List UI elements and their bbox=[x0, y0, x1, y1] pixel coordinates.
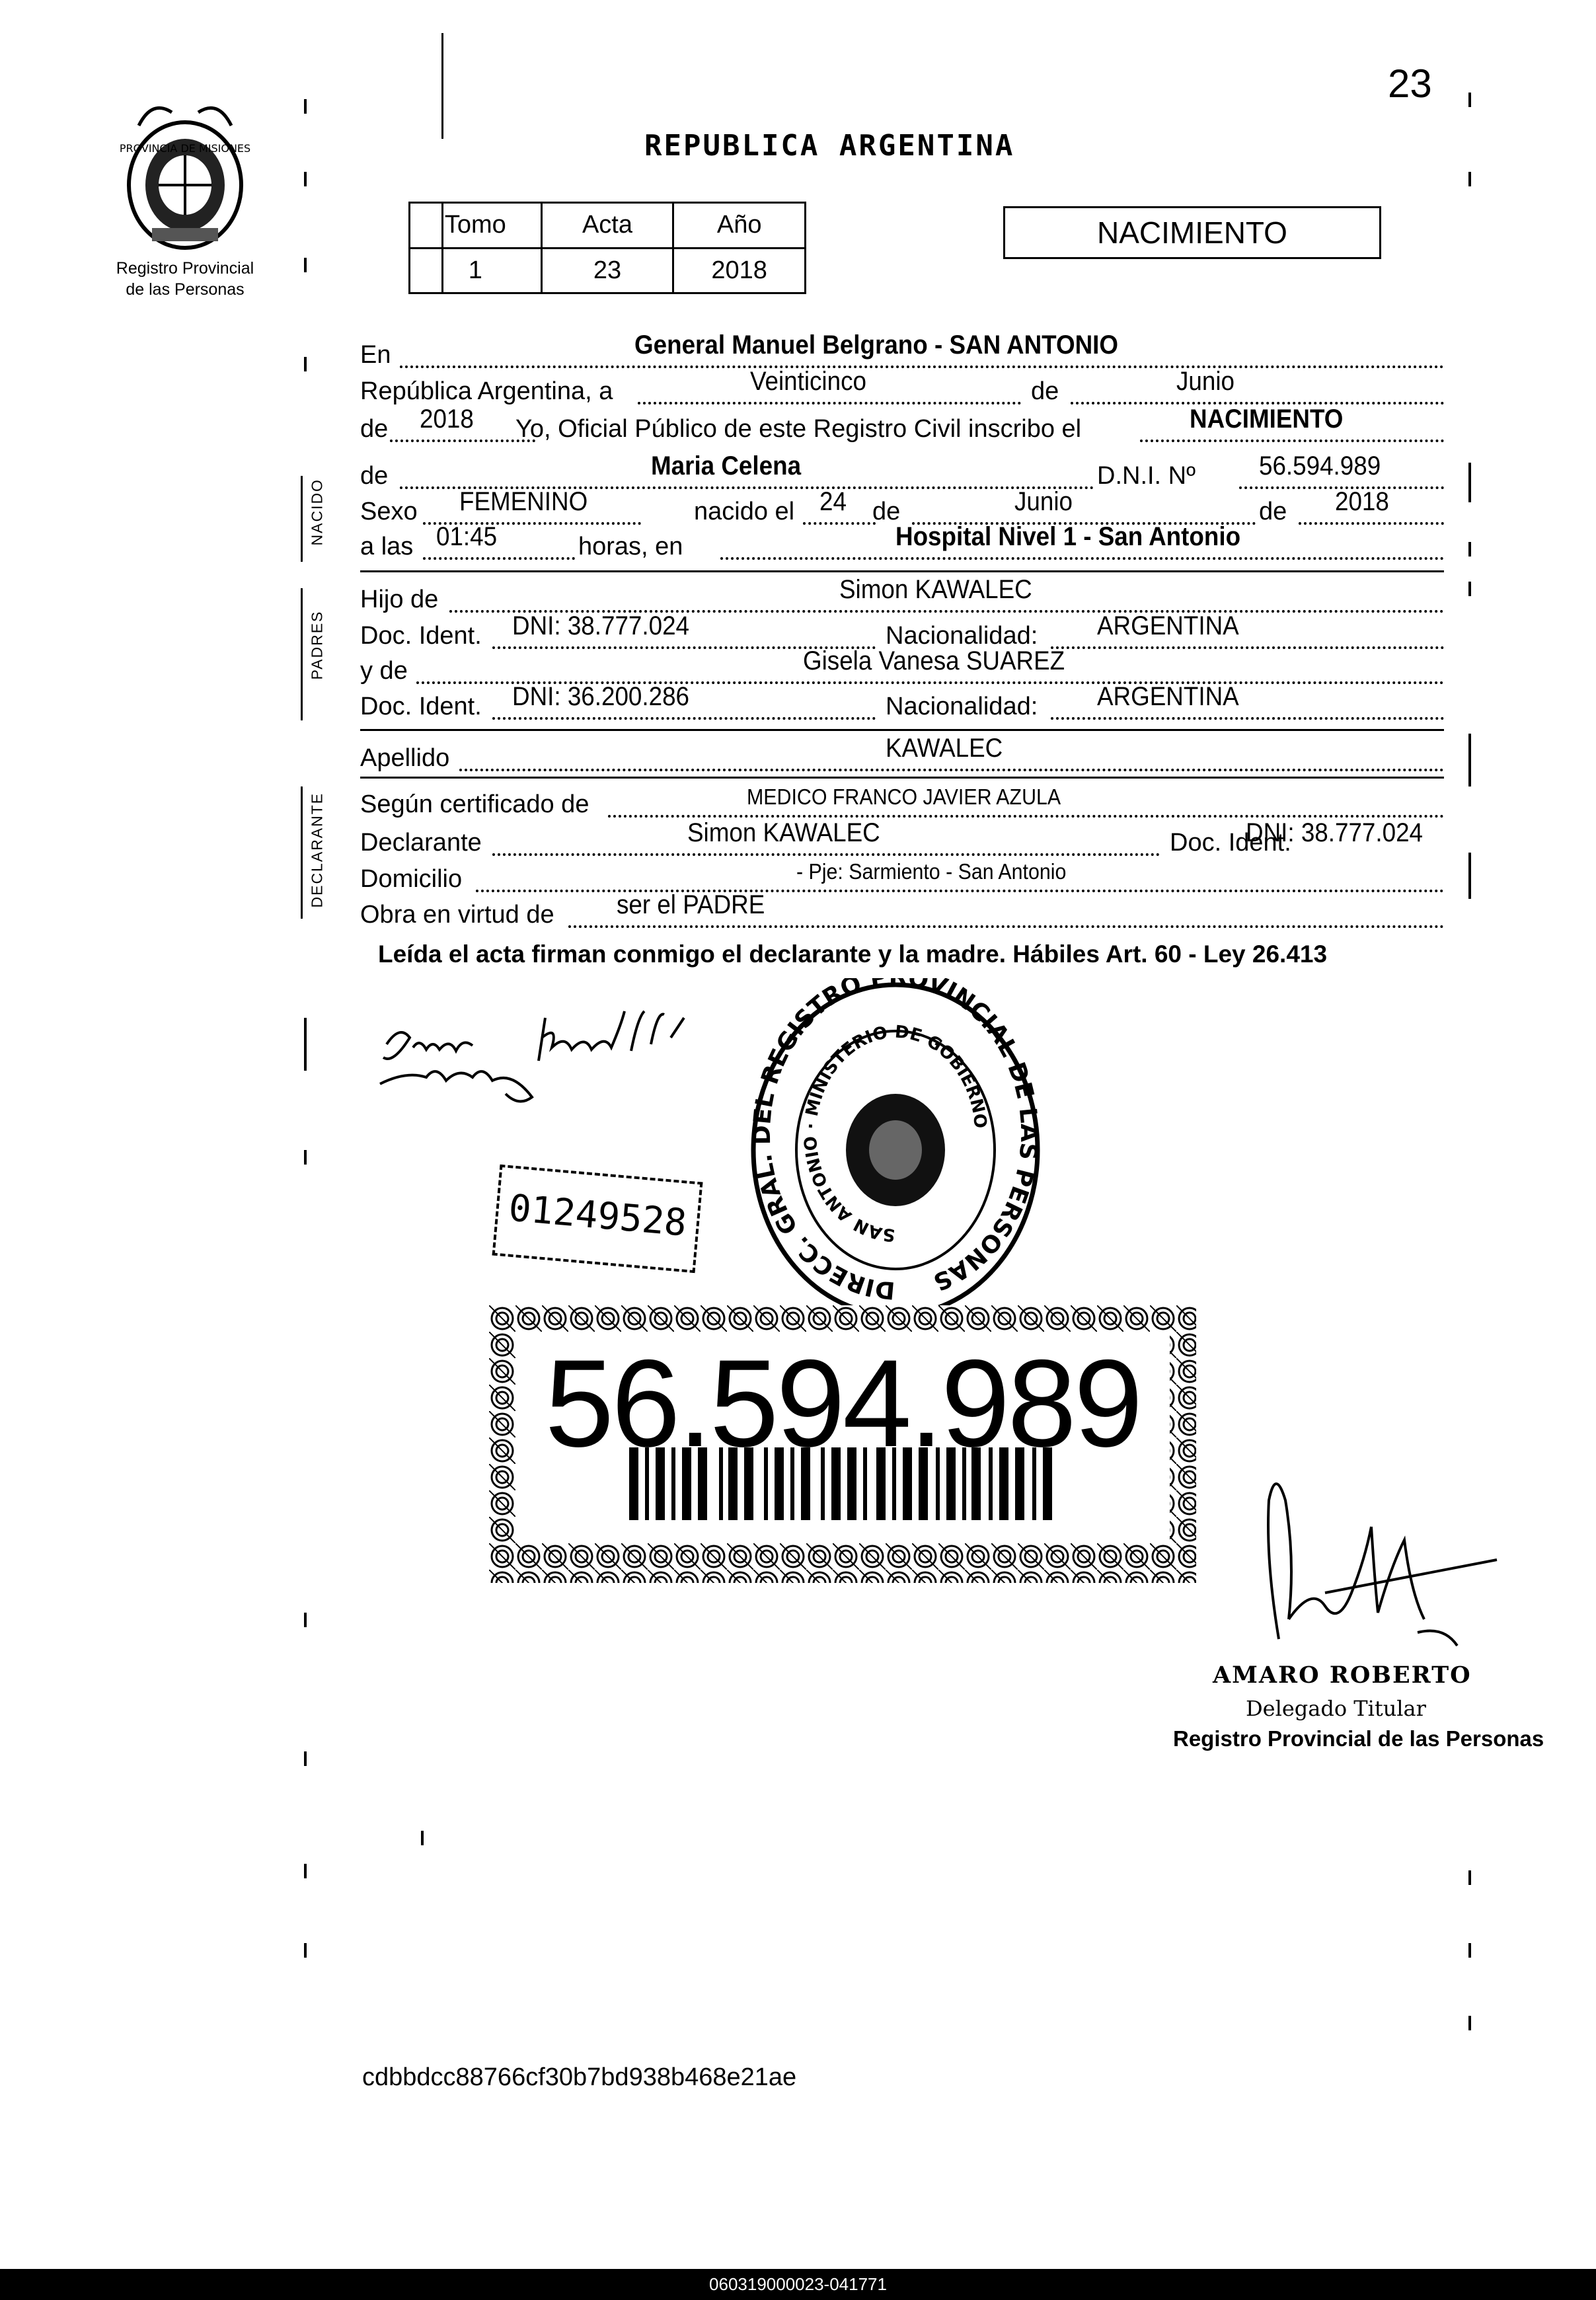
value-acta: 23 bbox=[541, 248, 673, 293]
label-declarante: Declarante bbox=[360, 829, 482, 857]
margin-tick bbox=[1468, 1943, 1471, 1958]
divider-line bbox=[360, 777, 1444, 779]
label-nacionalidad: Nacionalidad: bbox=[886, 622, 1038, 650]
row-en bbox=[360, 330, 1444, 372]
value-place: Hospital Nivel 1 - San Antonio bbox=[895, 522, 1241, 551]
value-apellido: KAWALEC bbox=[886, 734, 1003, 763]
value-birth-month: Junio bbox=[1014, 487, 1073, 516]
side-label-nacido: NACIDO bbox=[308, 479, 326, 546]
margin-tick bbox=[1468, 853, 1471, 899]
value-mother-name: Gisela Vanesa SUAREZ bbox=[803, 646, 1065, 675]
value-mother-doc: DNI: 36.200.286 bbox=[512, 682, 690, 711]
value-birth-day: 24 bbox=[819, 487, 847, 516]
row-domicilio bbox=[360, 859, 1444, 896]
registry-table-values bbox=[410, 248, 806, 293]
header-acta: Acta bbox=[541, 203, 673, 249]
side-bracket-nacido bbox=[301, 476, 303, 562]
dotted-line bbox=[568, 925, 1444, 928]
signatory-role: Delegado Titular bbox=[1246, 1696, 1426, 1721]
logo-caption-line2: de las Personas bbox=[126, 280, 245, 299]
row-obra bbox=[360, 890, 1444, 932]
value-day: Veinticinco bbox=[750, 367, 866, 396]
document-title: REPUBLICA ARGENTINA bbox=[644, 129, 1015, 163]
margin-tick bbox=[304, 1613, 307, 1627]
dotted-line bbox=[492, 853, 1160, 856]
margin-tick bbox=[304, 1864, 307, 1878]
dotted-line bbox=[720, 557, 1444, 560]
value-en: General Manuel Belgrano - SAN ANTONIO bbox=[634, 330, 1119, 360]
control-number-stamp bbox=[492, 1165, 703, 1273]
label-alas: a las bbox=[360, 533, 414, 560]
label-segun: Según certificado de bbox=[360, 790, 589, 818]
record-type-box: NACIMIENTO bbox=[1003, 206, 1381, 259]
margin-tick bbox=[1468, 93, 1471, 107]
row-declarante bbox=[360, 818, 1444, 860]
dotted-line bbox=[492, 717, 876, 720]
value-father-nat: ARGENTINA bbox=[1097, 611, 1239, 640]
label-oficial: Yo, Oficial Público de este Registro Civil inscribo el bbox=[515, 415, 1082, 443]
dotted-line bbox=[803, 522, 876, 525]
logo-caption-line1: Registro Provincial bbox=[116, 259, 254, 278]
seal-inner-text: SAN ANTONIO · MINISTERIO DE GOBIERNO bbox=[800, 1022, 991, 1245]
label-doc-ident-3: Doc. Ident. bbox=[1170, 829, 1291, 857]
label-yde: y de bbox=[360, 657, 408, 685]
header-anio: Año bbox=[673, 203, 806, 249]
margin-tick bbox=[304, 1150, 307, 1165]
value-declarante: Simon KAWALEC bbox=[687, 818, 880, 847]
margin-tick bbox=[421, 1831, 424, 1845]
value-segun: MEDICO FRANCO JAVIER AZULA bbox=[747, 785, 1061, 809]
row-republica bbox=[360, 367, 1444, 408]
margin-tick bbox=[304, 1751, 307, 1766]
label-doc-ident: Doc. Ident. bbox=[360, 622, 482, 650]
dotted-line bbox=[608, 815, 1444, 818]
header-tomo: Tomo bbox=[410, 203, 542, 249]
margin-tick bbox=[304, 1018, 307, 1071]
value-sexo: FEMENINO bbox=[459, 487, 588, 516]
value-domicilio: - Pje: Sarmiento - San Antonio bbox=[796, 859, 1067, 884]
logo-caption bbox=[93, 258, 278, 300]
label-nacido: nacido el bbox=[694, 498, 795, 525]
margin-tick bbox=[1468, 172, 1471, 186]
value-father-name: Simon KAWALEC bbox=[839, 575, 1032, 604]
value-name: Maria Celena bbox=[651, 451, 802, 480]
divider-line bbox=[360, 729, 1444, 731]
dotted-line bbox=[400, 365, 1444, 368]
footer-code: 060319000023-041771 bbox=[0, 2269, 1596, 2300]
label-year-de: de bbox=[360, 415, 389, 443]
label-name-de: de bbox=[360, 462, 389, 490]
value-mother-nat: ARGENTINA bbox=[1097, 682, 1239, 711]
value-tomo: 1 bbox=[410, 248, 542, 293]
official-round-seal bbox=[747, 978, 1044, 1322]
margin-tick bbox=[304, 99, 307, 114]
dotted-line bbox=[390, 440, 535, 442]
row-mother-doc bbox=[360, 682, 1444, 724]
label-domicilio: Domicilio bbox=[360, 865, 463, 893]
seal-outer-text: DIRECC. GRAL. DEL REGISTRO P OVINCIAL DE LAS PERSONAS bbox=[748, 978, 1043, 1304]
margin-tick bbox=[1468, 582, 1471, 596]
table-mark bbox=[441, 202, 443, 294]
page-number: 23 bbox=[1388, 61, 1432, 106]
label-en: En bbox=[360, 341, 391, 369]
margin-tick bbox=[304, 172, 307, 186]
dotted-line bbox=[423, 557, 575, 560]
value-time: 01:45 bbox=[436, 522, 498, 551]
value-declarante-doc: DNI: 38.777.024 bbox=[1246, 818, 1424, 847]
dni-banner-number: 56.594.989 bbox=[545, 1334, 1141, 1473]
margin-tick bbox=[304, 258, 307, 272]
label-de2: de bbox=[872, 498, 901, 525]
dotted-line bbox=[1051, 717, 1444, 720]
label-de: de bbox=[1031, 377, 1059, 405]
margin-tick bbox=[1468, 542, 1471, 556]
row-segun bbox=[360, 785, 1444, 822]
label-apellido: Apellido bbox=[360, 744, 450, 772]
divider-line bbox=[360, 570, 1444, 572]
value-anio: 2018 bbox=[673, 248, 806, 293]
margin-tick bbox=[304, 1943, 307, 1958]
dotted-line bbox=[1140, 440, 1444, 442]
side-bracket-declarante bbox=[301, 786, 303, 919]
dotted-line bbox=[1051, 646, 1444, 649]
value-inscribe: NACIMIENTO bbox=[1190, 404, 1344, 434]
label-sexo: Sexo bbox=[360, 498, 418, 525]
seal-text: PROVINCIA DE MISIONES bbox=[119, 142, 251, 155]
margin-tick bbox=[1468, 1870, 1471, 1885]
side-label-declarante: DECLARANTE bbox=[308, 792, 326, 908]
dotted-line bbox=[638, 402, 1021, 404]
margin-tick bbox=[1468, 2016, 1471, 2030]
margin-tick bbox=[1468, 734, 1471, 786]
signatory-org: Registro Provincial de las Personas bbox=[1173, 1726, 1544, 1751]
control-number: 01249528 bbox=[507, 1186, 689, 1245]
province-logo bbox=[112, 86, 258, 251]
value-month: Junio bbox=[1176, 367, 1235, 396]
label-doc-ident-2: Doc. Ident. bbox=[360, 693, 482, 720]
side-bracket-padres bbox=[301, 588, 303, 720]
declarant-signature bbox=[373, 998, 717, 1110]
signatory-name: AMARO ROBERTO bbox=[1213, 1662, 1472, 1689]
label-obra: Obra en virtud de bbox=[360, 901, 554, 929]
value-obra: ser el PADRE bbox=[617, 890, 765, 919]
label-hijo: Hijo de bbox=[360, 586, 439, 613]
label-republica: República Argentina, a bbox=[360, 377, 613, 405]
row-hora bbox=[360, 522, 1444, 564]
official-signature bbox=[1259, 1461, 1510, 1652]
margin-line-top bbox=[441, 33, 443, 139]
registry-table-header bbox=[410, 203, 806, 249]
value-year: 2018 bbox=[420, 404, 474, 434]
value-dni: 56.594.989 bbox=[1259, 451, 1381, 480]
value-birth-year: 2018 bbox=[1335, 487, 1389, 516]
document-hash: cdbbdcc88766cf30b7bd938b468e21ae bbox=[362, 2063, 797, 2091]
row-oficial bbox=[360, 404, 1444, 446]
label-dni: D.N.I. Nº bbox=[1097, 462, 1196, 490]
margin-tick bbox=[1468, 463, 1471, 502]
dotted-line bbox=[459, 769, 1444, 771]
value-father-doc: DNI: 38.777.024 bbox=[512, 611, 690, 640]
label-horas: horas, en bbox=[578, 533, 683, 560]
registry-table bbox=[408, 202, 806, 294]
dotted-line bbox=[1299, 522, 1444, 525]
closing-text: Leída el acta firman conmigo el declarante y la madre. Hábiles Art. 60 - Ley 26.413 bbox=[378, 940, 1328, 968]
label-nacionalidad-2: Nacionalidad: bbox=[886, 693, 1038, 720]
label-de3: de bbox=[1259, 498, 1287, 525]
side-label-padres: PADRES bbox=[308, 610, 326, 680]
margin-tick bbox=[304, 357, 307, 371]
row-apellido bbox=[360, 734, 1444, 775]
